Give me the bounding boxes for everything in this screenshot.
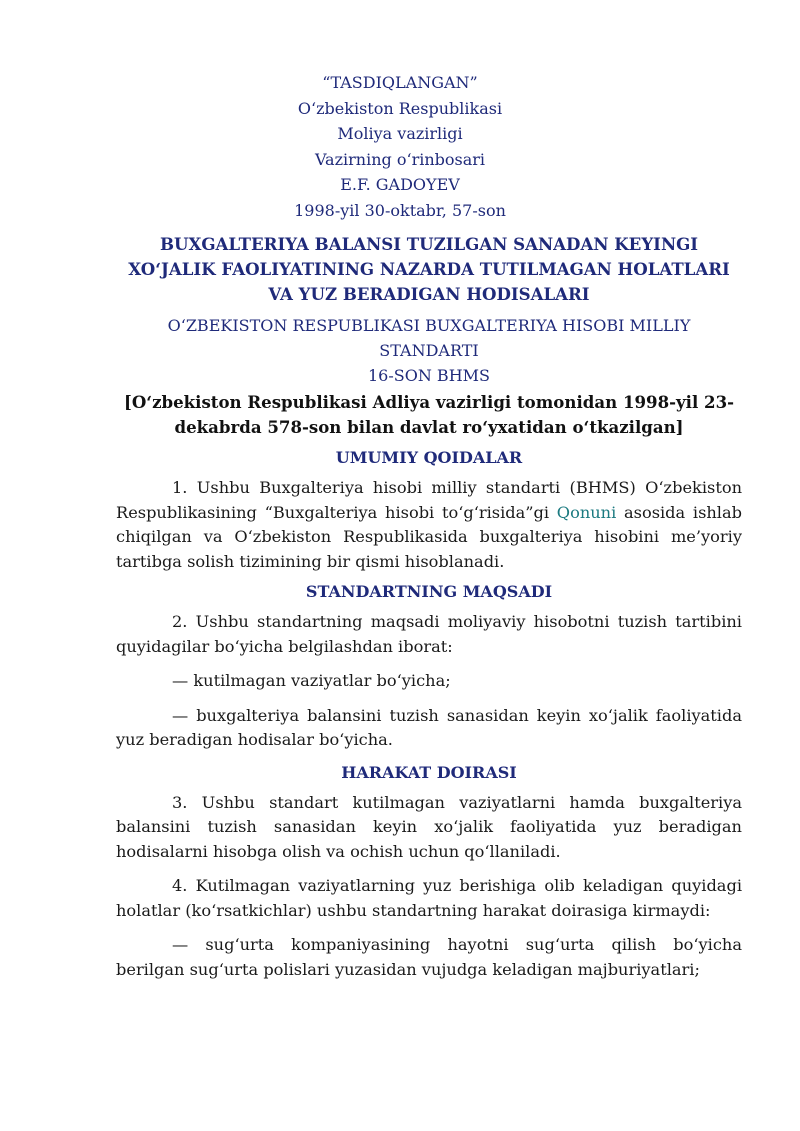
approval-block bbox=[0, 70, 800, 224]
approval-line: 1998-yil 30-oktabr, 57-son bbox=[294, 200, 506, 220]
paragraph-2: 2. Ushbu standartning maqsadi moliyaviy hisobotni tuzish tartibini quyidagilar bo‘yicha belgilashdan iborat: bbox=[116, 612, 742, 656]
paragraph-1 bbox=[116, 476, 742, 574]
approval-line: O‘zbekiston Respublikasi bbox=[297, 98, 503, 118]
document-body bbox=[116, 232, 742, 982]
standard-number: 16-SON BHMS bbox=[368, 366, 490, 385]
paragraph-1-text-before: 1. Ushbu Buxgalteriya hisobi milliy standarti (BHMS) O‘zbekiston Respublikasining “Buxgalteriya hisobi to‘g‘risida”gi bbox=[116, 478, 742, 522]
list-item: — buxgalteriya balansini tuzish sanasidan keyin xo‘jalik faoliyatida yuz beradigan hodisalar bo‘yicha. bbox=[116, 705, 742, 749]
section-heading-scope: HARAKAT DOIRASI bbox=[341, 762, 517, 782]
paragraph-1-text-after: asosida ishlab chiqilgan va O‘zbekiston Respublikasida buxgalteriya hisobini me’yoriy tartibga solish tizimining bir qismi hisoblanadi. bbox=[116, 502, 742, 571]
approval-line: “TASDIQLANGAN” bbox=[322, 73, 478, 92]
document-subtitle bbox=[116, 313, 742, 388]
approval-line: E.F. GADOYEV bbox=[340, 175, 460, 195]
paragraph-3: 3. Ushbu standart kutilmagan vaziyatlarni hamda buxgalteriya balansini tuzish sanasidan keyin xo‘jalik faoliyatida yuz beradigan hodisalarni hisobga olish va ochish uchun qo‘llaniladi. bbox=[116, 792, 742, 861]
list-item: — kutilmagan vaziyatlar bo‘yicha; bbox=[172, 671, 451, 690]
document-title: BUXGALTERIYA BALANSI TUZILGAN SANADAN KEYINGI XO‘JALIK FAOLIYATINING NAZARDA TUTILMAGAN HOLATLARI VA YUZ BERADIGAN HODISALARI bbox=[128, 234, 730, 304]
list-item: — sug‘urta kompaniyasining hayotni sug‘urta qilish bo‘yicha berilgan sug‘urta polislari yuzasidan vujudga keladigan majburiyatlari; bbox=[116, 935, 742, 979]
section-heading-purpose: STANDARTNING MAQSADI bbox=[305, 582, 553, 601]
law-link[interactable]: Qonuni bbox=[556, 502, 617, 522]
approval-line: Moliya vazirligi bbox=[337, 124, 463, 144]
registration-note: [O‘zbekiston Respublikasi Adliya vazirligi tomonidan 1998-yil 23-dekabrda 578-son bilan davlat ro‘yxatidan o‘tkazilgan] bbox=[123, 392, 735, 437]
section-heading-general: UMUMIY QOIDALAR bbox=[335, 448, 523, 467]
approval-line: Vazirning o‘rinbosari bbox=[314, 149, 486, 169]
paragraph-4: 4. Kutilmagan vaziyatlarning yuz berishiga olib keladigan quyidagi holatlar (ko‘rsatkichlar) ushbu standartning harakat doirasiga kirmaydi: bbox=[116, 876, 742, 920]
standard-name: O‘ZBEKISTON RESPUBLIKASI BUXGALTERIYA HISOBI MILLIY STANDARTI bbox=[167, 316, 691, 360]
